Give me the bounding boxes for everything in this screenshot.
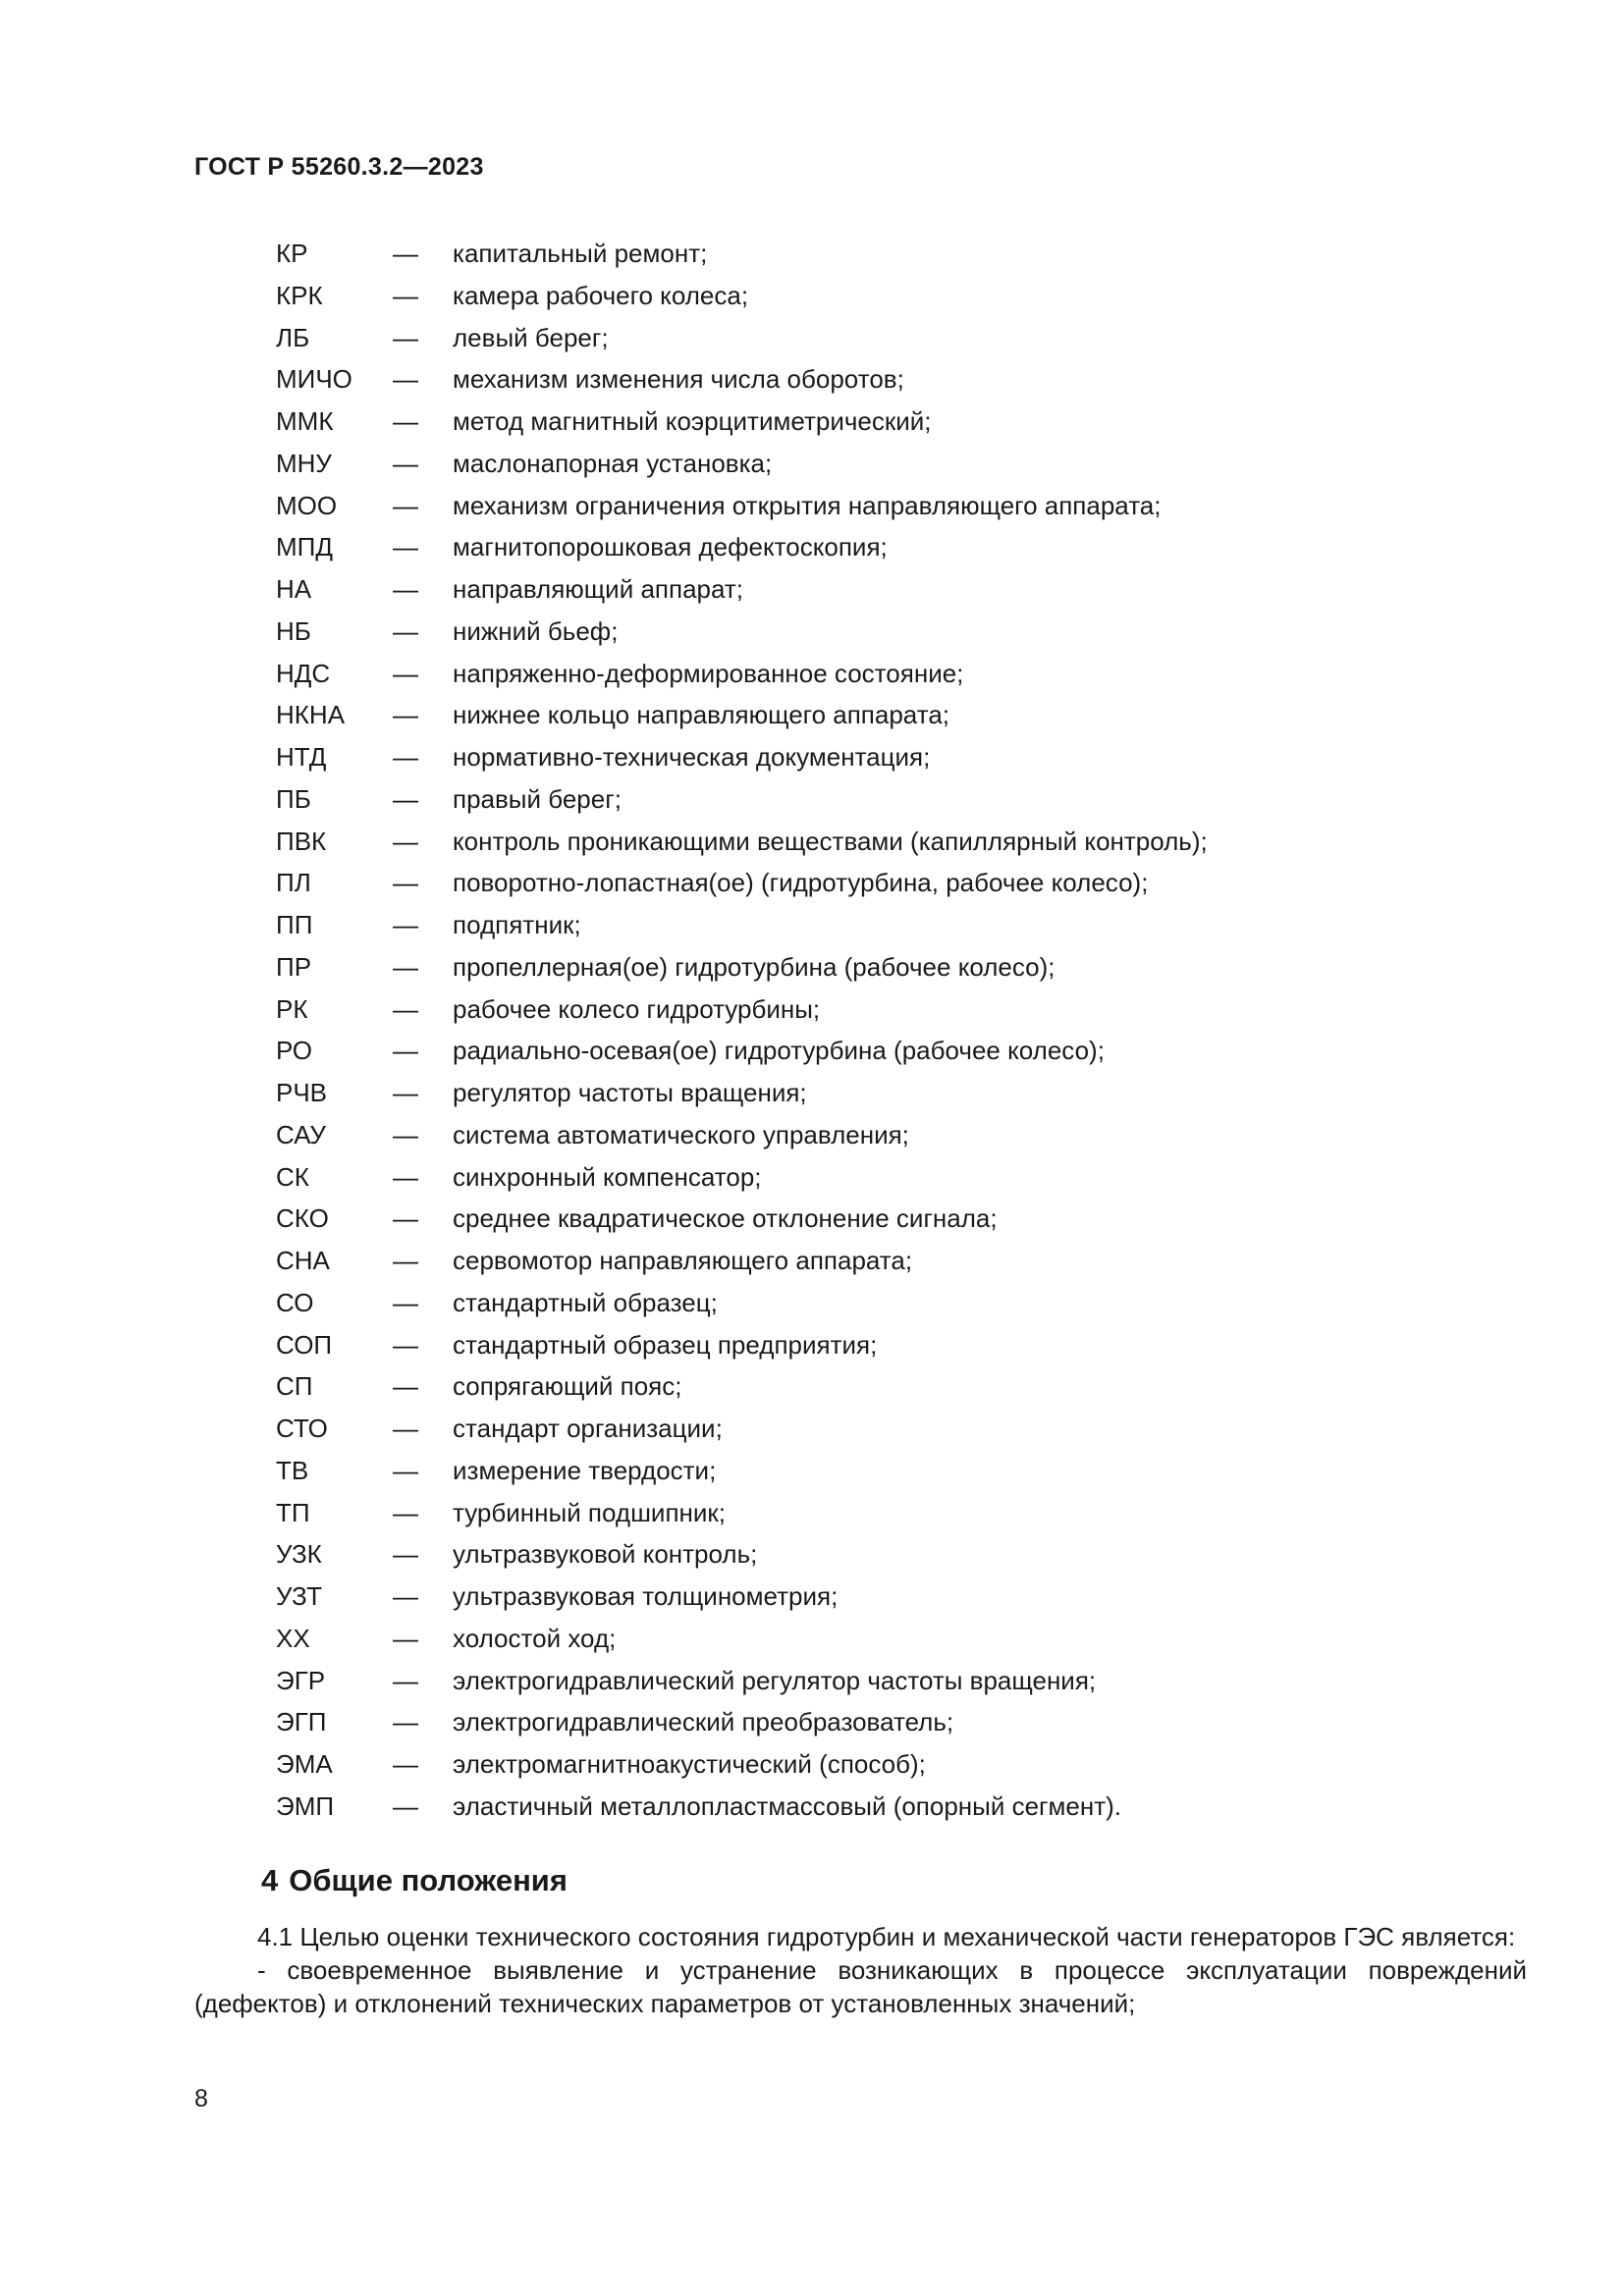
abbreviation-code: КРК [276,280,323,310]
abbreviation-definition: стандартный образец; [453,1287,718,1317]
abbreviation-row [276,1663,1552,1705]
em-dash-separator: — [393,910,418,939]
abbreviation-definition: холостой ход; [453,1623,617,1653]
abbreviation-row [276,949,1552,991]
abbreviation-row [276,1495,1552,1537]
abbreviation-definition: система автоматического управления; [453,1119,909,1149]
em-dash-separator: — [393,658,418,688]
abbreviation-code: СОП [276,1329,333,1360]
abbreviation-code: МОО [276,490,338,520]
em-dash-separator: — [393,574,418,604]
em-dash-separator: — [393,1371,418,1402]
em-dash-separator: — [393,1581,418,1611]
abbreviation-code: ПР [276,951,312,982]
abbreviation-row [276,739,1552,781]
em-dash-separator: — [393,783,418,814]
abbreviation-code: САУ [276,1119,326,1149]
abbreviation-row [276,1285,1552,1327]
abbreviation-definition: подпятник; [453,910,581,939]
em-dash-separator: — [393,1707,418,1737]
abbreviation-code: ЭМА [276,1749,333,1779]
abbreviation-row [276,1746,1552,1789]
em-dash-separator: — [393,1287,418,1317]
abbreviation-definition: пропеллерная(ое) гидротурбина (рабочее колесо); [453,951,1056,982]
abbreviation-definition: напряженно-деформированное состояние; [453,658,964,688]
abbreviation-row [276,865,1552,907]
em-dash-separator: — [393,532,418,562]
em-dash-separator: — [393,1246,418,1275]
abbreviation-row [276,1368,1552,1411]
abbreviation-code: РО [276,1036,312,1066]
abbreviation-code: ЭМП [276,1790,335,1821]
abbreviation-row [276,1159,1552,1201]
abbreviation-code: НКНА [276,700,346,730]
abbreviation-code: СО [276,1287,314,1317]
abbreviation-row [276,614,1552,656]
abbreviation-row [276,1117,1552,1159]
em-dash-separator: — [393,1329,418,1360]
abbreviation-definition: измерение твердости; [453,1455,717,1485]
abbreviation-definition: электрогидравлический регулятор частоты вращения; [453,1665,1097,1695]
em-dash-separator: — [393,868,418,898]
abbreviation-row [276,320,1552,362]
em-dash-separator: — [393,1790,418,1821]
em-dash-separator: — [393,322,418,352]
abbreviation-code: МНУ [276,448,332,478]
abbreviation-definition: электромагнитноакустический (способ); [453,1749,926,1779]
abbreviation-definition: поворотно-лопастная(ое) (гидротурбина, рабочее колесо); [453,868,1149,898]
abbreviation-row [276,571,1552,614]
abbreviation-definition: сервомотор направляющего аппарата; [453,1246,913,1275]
abbreviation-row [276,1789,1552,1831]
abbreviation-definition: радиально-осевая(ое) гидротурбина (рабочее колесо); [453,1036,1105,1066]
abbreviation-code: ПЛ [276,868,311,898]
abbreviation-definition: механизм ограничения открытия направляющего аппарата; [453,490,1162,520]
section-heading [261,1861,568,1900]
abbreviation-code: МИЧО [276,364,352,395]
em-dash-separator: — [393,448,418,478]
abbreviation-definition: контроль проникающими веществами (капиллярный контроль); [453,826,1208,856]
abbreviation-row [276,446,1552,488]
abbreviation-code: ММК [276,406,334,436]
section-number: 4 [261,1863,279,1897]
em-dash-separator: — [393,700,418,730]
abbreviation-row [276,1621,1552,1663]
abbreviation-row [276,1536,1552,1578]
abbreviation-code: СП [276,1371,313,1402]
em-dash-separator: — [393,1623,418,1653]
abbreviation-code: НА [276,574,312,604]
em-dash-separator: — [393,1078,418,1107]
em-dash-separator: — [393,364,418,395]
abbreviation-code: НБ [276,615,311,646]
abbreviation-definition: правый берег; [453,783,622,814]
abbreviation-code: СК [276,1161,309,1192]
abbreviation-row [276,781,1552,824]
abbreviation-definition: нижний бьеф; [453,615,619,646]
abbreviation-definition: нижнее кольцо направляющего аппарата; [453,700,949,730]
em-dash-separator: — [393,406,418,436]
abbreviation-definition: синхронный компенсатор; [453,1161,762,1192]
abbreviation-row [276,488,1552,530]
paragraph: - своевременное выявление и устранение возникающих в процессе эксплуатации повреждений (дефектов) и отклонений технических параметров от установленных значений; [194,1955,1527,2018]
em-dash-separator: — [393,1414,418,1443]
em-dash-separator: — [393,280,418,310]
abbreviation-row [276,1201,1552,1243]
abbreviation-code: ТП [276,1497,310,1527]
abbreviation-code: СТО [276,1414,328,1443]
abbreviation-row [276,1704,1552,1746]
abbreviation-code: МПД [276,532,333,562]
em-dash-separator: — [393,615,418,646]
abbreviation-row [276,361,1552,403]
em-dash-separator: — [393,1665,418,1695]
em-dash-separator: — [393,490,418,520]
abbreviation-row [276,697,1552,739]
abbreviation-code: СНА [276,1246,330,1275]
abbreviation-row [276,907,1552,949]
abbreviation-definition: регулятор частоты вращения; [453,1078,807,1107]
abbreviation-definition: электрогидравлический преобразователь; [453,1707,954,1737]
abbreviation-definition: нормативно-техническая документация; [453,742,931,772]
abbreviation-row [276,1411,1552,1453]
em-dash-separator: — [393,1455,418,1485]
abbreviation-row [276,529,1552,571]
abbreviation-code: ПВК [276,826,327,856]
em-dash-separator: — [393,1749,418,1779]
abbreviation-definition: ультразвуковой контроль; [453,1539,758,1570]
abbreviation-row [276,278,1552,320]
em-dash-separator: — [393,1539,418,1570]
abbreviation-code: ТВ [276,1455,309,1485]
abbreviation-definition: механизм изменения числа оборотов; [453,364,904,395]
abbreviation-code: ПБ [276,783,311,814]
abbreviation-definition: ультразвуковая толщинометрия; [453,1581,839,1611]
abbreviation-row [276,1243,1552,1285]
abbreviation-code: ЭГП [276,1707,327,1737]
abbreviation-code: НТД [276,742,327,772]
abbreviation-code: РЧВ [276,1078,328,1107]
section-title: Общие положения [289,1863,568,1897]
abbreviation-definition: камера рабочего колеса; [453,280,749,310]
em-dash-separator: — [393,239,418,268]
abbreviation-code: ЭГР [276,1665,326,1695]
abbreviation-row [276,824,1552,866]
em-dash-separator: — [393,1119,418,1149]
abbreviation-definition: капитальный ремонт; [453,239,708,268]
abbreviation-row [276,1075,1552,1117]
abbreviation-definition: сопрягающий пояс; [453,1371,682,1402]
em-dash-separator: — [393,1161,418,1192]
abbreviation-row [276,1327,1552,1369]
paragraph: 4.1 Целью оценки технического состояния гидротурбин и механической части генераторов ГЭС является: [257,1922,1516,1951]
abbreviation-row [276,403,1552,446]
abbreviation-definition: направляющий аппарат; [453,574,744,604]
em-dash-separator: — [393,951,418,982]
abbreviation-list [276,236,1552,1831]
abbreviation-code: УЗК [276,1539,322,1570]
abbreviation-code: УЗТ [276,1581,322,1611]
em-dash-separator: — [393,826,418,856]
abbreviation-definition: стандартный образец предприятия; [453,1329,878,1360]
abbreviation-row [276,1033,1552,1075]
abbreviation-row [276,1453,1552,1495]
abbreviation-code: КР [276,239,308,268]
abbreviation-row [276,236,1552,278]
em-dash-separator: — [393,1036,418,1066]
abbreviation-code: СКО [276,1203,329,1234]
abbreviation-code: ХХ [276,1623,310,1653]
abbreviation-definition: метод магнитный коэрцитиметрический; [453,406,932,436]
em-dash-separator: — [393,993,418,1024]
abbreviation-definition: левый берег; [453,322,609,352]
em-dash-separator: — [393,742,418,772]
abbreviation-definition: магнитопорошковая дефектоскопия; [453,532,888,562]
abbreviation-row [276,656,1552,698]
em-dash-separator: — [393,1203,418,1234]
abbreviation-row [276,1578,1552,1621]
abbreviation-definition: рабочее колесо гидротурбины; [453,993,821,1024]
abbreviation-code: РК [276,993,308,1024]
document-header: ГОСТ Р 55260.3.2—2023 [194,153,484,181]
abbreviation-code: ЛБ [276,322,310,352]
section-body [194,1920,1527,2020]
abbreviation-code: НДС [276,658,331,688]
abbreviation-definition: турбинный подшипник; [453,1497,727,1527]
abbreviation-definition: маслонапорная установка; [453,448,773,478]
em-dash-separator: — [393,1497,418,1527]
abbreviation-definition: эластичный металлопластмассовый (опорный сегмент). [453,1790,1122,1821]
abbreviation-row [276,991,1552,1034]
abbreviation-definition: среднее квадратическое отклонение сигнала; [453,1203,998,1234]
abbreviation-code: ПП [276,910,313,939]
abbreviation-definition: стандарт организации; [453,1414,723,1443]
page-number: 8 [194,2085,208,2112]
